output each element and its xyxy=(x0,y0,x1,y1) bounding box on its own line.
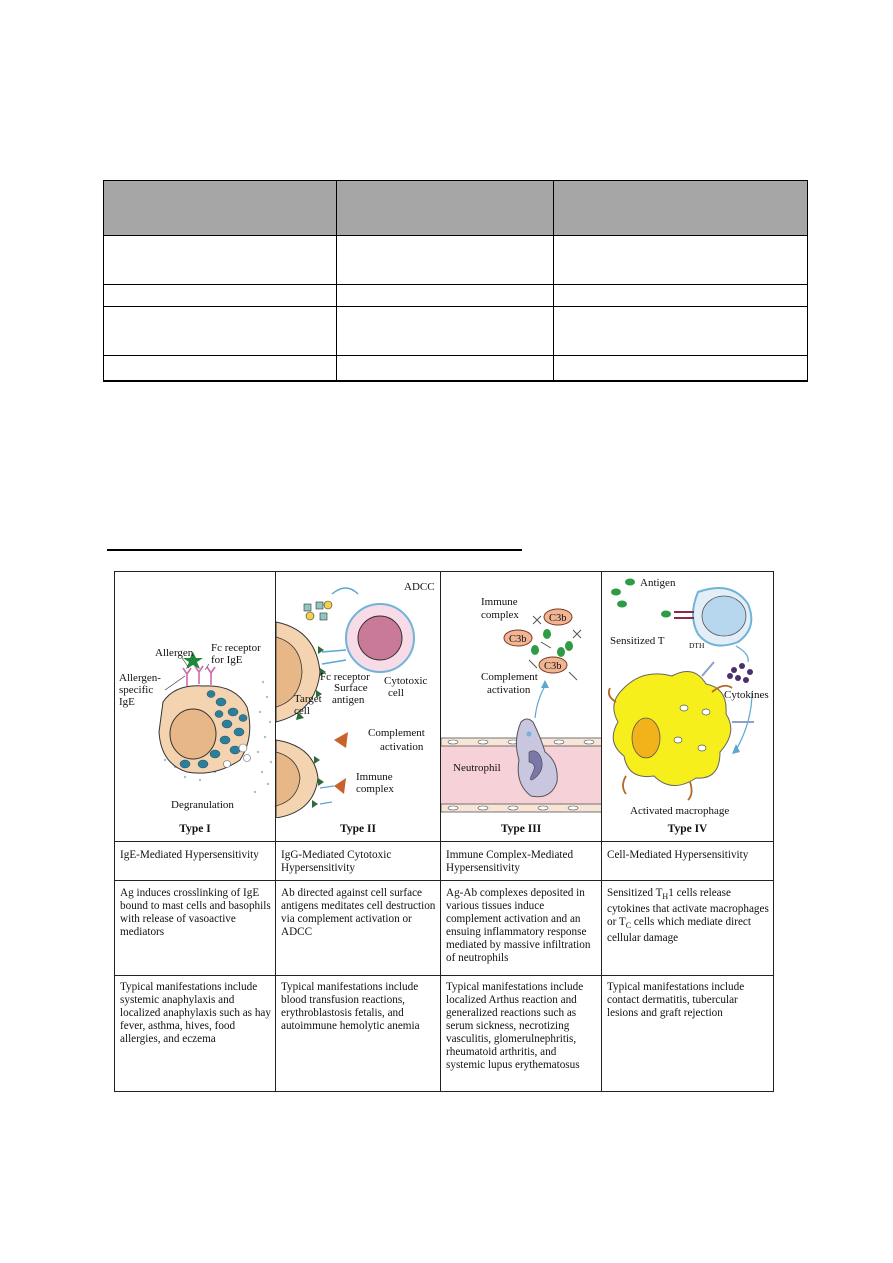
immune-label: Immune xyxy=(356,771,393,783)
table-cell xyxy=(337,236,554,285)
mech-subscript-c: C xyxy=(625,921,632,931)
table-row xyxy=(104,236,808,285)
fc-receptor-label: Fc receptor xyxy=(211,642,261,654)
type-i-label: Type I xyxy=(179,823,211,835)
ige-label: IgE xyxy=(119,696,135,708)
complex-label: complex xyxy=(356,783,394,795)
activation-label: activation xyxy=(380,741,424,753)
sensitized-t-label: Sensitized T xyxy=(610,635,665,647)
table-cell xyxy=(104,356,337,382)
cytotoxic-label: Cytotoxic xyxy=(384,675,428,687)
row-divider xyxy=(115,880,774,881)
type-ii-label: Type II xyxy=(340,823,376,835)
type-iii-manifestations: Typical manifestations include localized Arthus reaction and generalized reactions such as serum sickness, necrotizing vasculitis, glomerulnephritis, rheumatoid arthritis, and systemic lupus erythematosus xyxy=(446,981,584,1071)
type-iii-label: Type III xyxy=(500,823,542,835)
type-iii-name: Immune Complex-Mediated Hypersensitivity xyxy=(446,849,574,874)
complex-label: complex xyxy=(481,609,519,621)
activated-macrophage-label: Activated macrophage xyxy=(630,805,730,817)
type-i-manifestations: Typical manifestations include systemic anaphylaxis and localized anaphylaxis such as hay fever, asthma, hives, food allergies, and eczema xyxy=(120,981,271,1045)
row-divider xyxy=(115,975,774,976)
table-cell xyxy=(554,356,808,382)
type-ii-name: IgG-Mediated Cytotoxic Hypersensitivity xyxy=(281,849,392,874)
allergen-specific-label: Allergen- xyxy=(119,672,161,684)
table-cell xyxy=(554,285,808,307)
surface-label: Surface xyxy=(334,682,368,694)
activation-label: activation xyxy=(487,684,531,696)
target-label: Target xyxy=(294,693,322,705)
mech-subscript-h: H xyxy=(662,892,669,902)
table-cell xyxy=(104,285,337,307)
type-iv-column xyxy=(602,572,774,1091)
allergen-label: Allergen xyxy=(155,647,194,659)
degranulation-label: Degranulation xyxy=(171,799,234,811)
summary-table xyxy=(103,180,808,382)
table-cell xyxy=(104,307,337,356)
type-i-mechanism: Ag induces crosslinking of IgE bound to mast cells and basophils with release of vasoactive mediators xyxy=(120,887,271,938)
c3b-label: C3b xyxy=(544,661,562,672)
mech-part: cells which mediate direct cellular damage xyxy=(607,916,751,945)
dth-subscript: DTH xyxy=(689,641,705,650)
type-ii-mechanism: Ab directed against cell surface antigens meditates cell destruction via complement activation or ADCC xyxy=(281,887,436,938)
type-iv-manifestations: Typical manifestations include contact dermatitis, tubercular lesions and graft rejection xyxy=(607,981,745,1019)
type-iii-column xyxy=(441,572,602,1091)
table-header-row xyxy=(104,181,808,236)
fc-receptor-label: Fc receptor xyxy=(320,671,370,683)
table-row xyxy=(104,285,808,307)
type-i-column xyxy=(115,572,276,1091)
type-ii-manifestations: Typical manifestations include blood transfusion reactions, erythroblastosis fetalis, and autoimmune hemolytic anemia xyxy=(281,981,420,1032)
complement-label: Complement xyxy=(368,727,425,739)
antigen-label: antigen xyxy=(332,694,365,706)
mech-part: 1 cells release cytokines that activate macrophages or T xyxy=(607,887,769,929)
hypersensitivity-figure xyxy=(114,571,774,1092)
header-cell xyxy=(554,181,808,236)
cell-label: cell xyxy=(388,687,404,699)
antigen-label: Antigen xyxy=(640,577,676,589)
specific-label: specific xyxy=(119,684,154,696)
table-cell xyxy=(554,307,808,356)
type-iv-name: Cell-Mediated Hypersensitivity xyxy=(607,849,749,861)
table-cell xyxy=(337,356,554,382)
table-cell xyxy=(337,285,554,307)
mech-part: Sensitized T xyxy=(607,887,663,899)
type-iii-illustration xyxy=(441,572,601,818)
type-i-name: IgE-Mediated Hypersensitivity xyxy=(120,849,259,861)
type-iv-mechanism xyxy=(607,887,770,945)
neutrophil-label: Neutrophil xyxy=(453,762,501,774)
type-iv-illustration xyxy=(602,572,773,818)
table-cell xyxy=(104,236,337,285)
adcc-label: ADCC xyxy=(404,581,435,593)
type-i-illustration xyxy=(115,572,275,818)
type-iii-mechanism: Ag-Ab complexes deposited in various tissues induce complement activation and an ensuing inflammatory response mediated by massive infiltration of neutrophils xyxy=(446,887,591,964)
for-ige-label: for IgE xyxy=(211,654,243,666)
table-row xyxy=(104,307,808,356)
header-cell xyxy=(104,181,337,236)
target-cell-label: cell xyxy=(294,705,310,717)
table-row xyxy=(104,356,808,382)
header-cell xyxy=(337,181,554,236)
table-cell xyxy=(554,236,808,285)
complement-label: Complement xyxy=(481,671,538,683)
c3b-label: C3b xyxy=(549,613,567,624)
cytokines-label: Cytokines xyxy=(724,689,769,701)
immune-label: Immune xyxy=(481,596,518,608)
row-divider xyxy=(115,841,774,842)
type-iv-label: Type IV xyxy=(667,823,708,835)
table-cell xyxy=(337,307,554,356)
type-ii-column xyxy=(276,572,441,1091)
c3b-label: C3b xyxy=(509,634,527,645)
type-ii-illustration xyxy=(276,572,440,818)
section-heading-underline xyxy=(107,549,522,551)
